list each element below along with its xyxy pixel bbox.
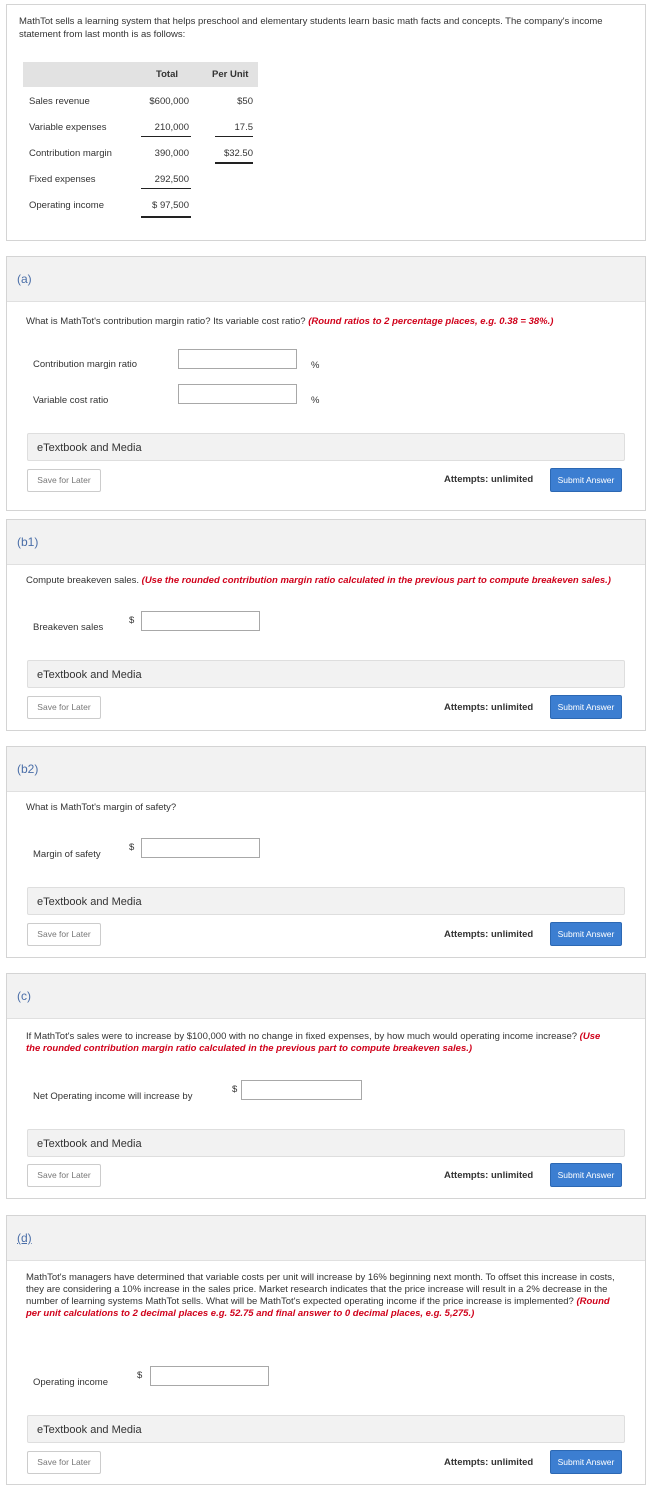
section-b2	[6, 746, 646, 958]
question-hint: (Use the rounded contribution margin ratio calculated in the previous part to compute breakeven sales.)	[26, 1031, 601, 1054]
row-per-unit: 17.5	[234, 122, 253, 133]
row-total: 292,500	[154, 174, 189, 185]
double-underline	[215, 162, 253, 164]
row-label: Contribution margin	[29, 148, 112, 159]
operating-income-label: Operating income	[33, 1377, 108, 1388]
submit-answer-button[interactable]: Submit Answer	[550, 695, 622, 719]
attempts-text: Attempts: unlimited	[444, 1457, 534, 1468]
etextbook-media-panel[interactable]	[27, 887, 625, 915]
question-hint: (Use the rounded contribution margin ratio calculated in the previous part to compute breakeven sales.)	[141, 575, 611, 586]
save-for-later-button[interactable]: Save for Later	[27, 923, 101, 946]
currency-symbol: $	[137, 1370, 143, 1381]
section-label: (a)	[17, 272, 32, 286]
contribution-margin-ratio-input[interactable]	[178, 349, 297, 369]
row-label: Fixed expenses	[29, 174, 96, 185]
operating-income-increase-input[interactable]	[241, 1080, 362, 1100]
question-body: Compute breakeven sales.	[26, 575, 140, 586]
section-header	[7, 974, 645, 1019]
underline	[141, 136, 191, 137]
question-text	[26, 316, 626, 328]
margin-of-safety-label: Margin of safety	[33, 849, 101, 860]
contribution-margin-ratio-label: Contribution margin ratio	[33, 359, 138, 370]
etextbook-media-panel[interactable]	[27, 433, 625, 461]
double-underline	[141, 216, 191, 218]
question-hint: (Round ratios to 2 percentage places, e.g. 0.38 = 38%.)	[308, 316, 554, 327]
row-label: Variable expenses	[29, 122, 107, 133]
row-per-unit: $50	[237, 96, 253, 107]
etextbook-media-label: eTextbook and Media	[37, 669, 142, 681]
table-header	[23, 62, 258, 87]
section-header	[7, 1216, 645, 1261]
row-total: 210,000	[154, 122, 189, 133]
section-label: (b2)	[17, 762, 39, 776]
question-hint: (Round per unit calculations to 2 decimal places e.g. 52.75 and final answer to 0 decimal places, e.g. 5,275.)	[26, 1296, 610, 1319]
question-body: MathTot's managers have determined that variable costs per unit will increase by 16% beginning next month. To offset this increase in costs, they are considering a 10% increase in the sales price. Market research indicates that the price increase will result in a 2% decrease in the number of learning systems MathTot sells. What will be MathTot's expected operating income if the price increase is implemented?	[26, 1272, 615, 1307]
etextbook-media-panel[interactable]	[27, 660, 625, 688]
section-header	[7, 520, 645, 565]
etextbook-media-panel[interactable]	[27, 1129, 625, 1157]
section-label: (c)	[17, 989, 31, 1003]
submit-answer-button[interactable]: Submit Answer	[550, 1163, 622, 1187]
save-for-later-button[interactable]: Save for Later	[27, 469, 101, 492]
section-d	[6, 1215, 646, 1485]
question-text	[26, 1272, 626, 1320]
breakeven-sales-label: Breakeven sales	[33, 622, 104, 633]
save-for-later-button[interactable]: Save for Later	[27, 1164, 101, 1187]
question-text	[26, 1031, 606, 1055]
underline	[141, 188, 191, 189]
save-for-later-button[interactable]: Save for Later	[27, 1451, 101, 1474]
etextbook-media-panel[interactable]	[27, 1415, 625, 1443]
row-label: Sales revenue	[29, 96, 90, 107]
table-row	[23, 88, 258, 114]
question-body: What is MathTot's contribution margin ratio? Its variable cost ratio?	[26, 316, 306, 327]
etextbook-media-label: eTextbook and Media	[37, 1138, 142, 1150]
currency-symbol: $	[232, 1084, 238, 1095]
save-for-later-button[interactable]: Save for Later	[27, 696, 101, 719]
problem-statement	[6, 4, 646, 241]
currency-symbol: $	[129, 842, 135, 853]
section-a	[6, 256, 646, 511]
section-header	[7, 747, 645, 792]
row-label: Operating income	[29, 200, 104, 211]
row-total: 390,000	[154, 148, 189, 159]
section-label: (b1)	[17, 535, 39, 549]
variable-cost-ratio-input[interactable]	[178, 384, 297, 404]
etextbook-media-label: eTextbook and Media	[37, 896, 142, 908]
question-text	[26, 575, 626, 587]
currency-symbol: $	[129, 615, 135, 626]
question-text	[26, 802, 626, 814]
etextbook-media-label: eTextbook and Media	[37, 442, 142, 454]
margin-of-safety-input[interactable]	[141, 838, 260, 858]
header-total: Total	[156, 69, 178, 80]
intro-text: MathTot sells a learning system that helps preschool and elementary students learn basic math facts and concepts. The company's income statement from last month is as follows:	[19, 16, 603, 40]
attempts-text: Attempts: unlimited	[444, 702, 534, 713]
operating-income-input[interactable]	[150, 1366, 269, 1386]
attempts-text: Attempts: unlimited	[444, 929, 534, 940]
operating-income-increase-label: Net Operating income will increase by	[33, 1091, 193, 1102]
attempts-text: Attempts: unlimited	[444, 1170, 534, 1181]
variable-cost-ratio-label: Variable cost ratio	[33, 395, 109, 406]
underline	[215, 136, 253, 137]
row-total: $ 97,500	[152, 200, 189, 211]
row-per-unit: $32.50	[223, 148, 253, 159]
percent-unit: %	[311, 360, 320, 371]
attempts-text: Attempts: unlimited	[444, 474, 534, 485]
section-label: (d)	[17, 1231, 32, 1245]
submit-answer-button[interactable]: Submit Answer	[550, 468, 622, 492]
question-body: If MathTot's sales were to increase by $100,000 with no change in fixed expenses, by how much would operating income increase?	[26, 1031, 578, 1042]
etextbook-media-label: eTextbook and Media	[37, 1424, 142, 1436]
header-per-unit: Per Unit	[212, 69, 249, 80]
percent-unit: %	[311, 395, 320, 406]
submit-answer-button[interactable]: Submit Answer	[550, 1450, 622, 1474]
table-row	[23, 192, 258, 218]
section-header	[7, 257, 645, 302]
question-body: What is MathTot's margin of safety?	[26, 802, 177, 813]
submit-answer-button[interactable]: Submit Answer	[550, 922, 622, 946]
section-b1	[6, 519, 646, 731]
breakeven-sales-input[interactable]	[141, 611, 260, 631]
row-total: $600,000	[149, 96, 189, 107]
section-c	[6, 973, 646, 1199]
